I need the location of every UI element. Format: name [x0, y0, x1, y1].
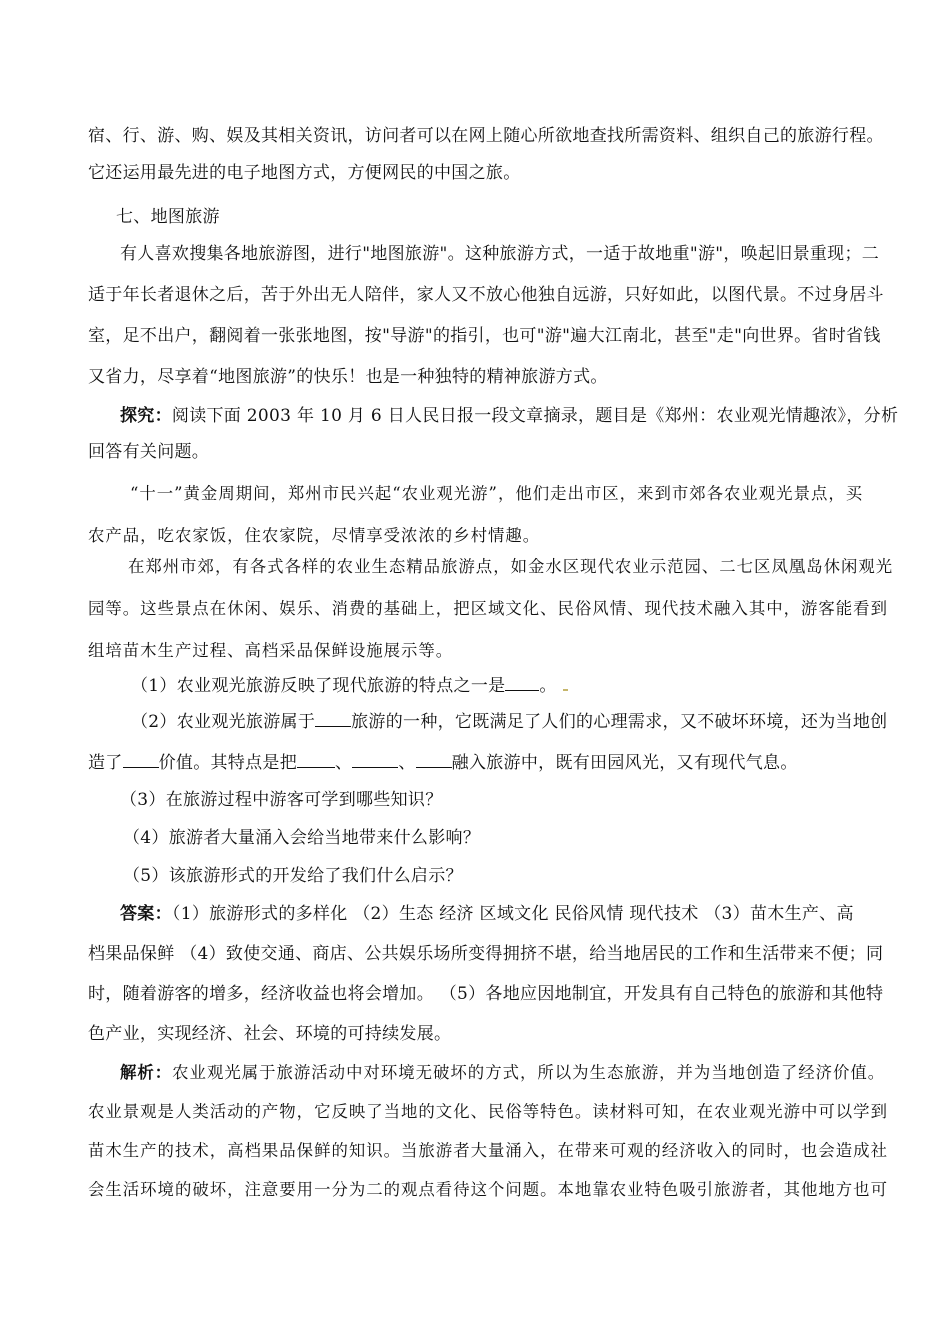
- excerpt-line: “十一”黄金周期间，郑州市民兴起“农业观光游”，他们走出市区，来到市郊各农业观光景点，买: [130, 484, 864, 503]
- answer-blank: [315, 711, 351, 727]
- analysis-label: 解析：: [120, 1063, 173, 1082]
- answer-label: 答案：: [120, 904, 172, 924]
- excerpt-paragraph-1: [88, 475, 864, 555]
- question-4: （4）旅游者大量涌入会给当地带来什么影响？: [123, 828, 481, 848]
- question-5: （5）该旅游形式的开发给了我们什么启示？: [123, 866, 463, 886]
- answer-paragraph: [88, 896, 884, 1052]
- intro-line: 它还运用最先进的电子地图方式，方便网民的中国之旅。: [88, 163, 521, 183]
- answer-blank: [352, 752, 398, 768]
- intro-line: 宿、行、游、购、娱及其相关资讯，访问者可以在网上随心所欲地查找所需资料、组织自己的旅游行程。: [88, 126, 884, 146]
- analysis-line: 农业景观是人类活动的产物，它反映了当地的文化、民俗等特色。读材料可知，在农业观光游中可以学到: [88, 1102, 888, 1121]
- answer-text: （1）旅游形式的多样化 （2）生态 经济 区域文化 民俗风情 现代技术 （3）苗木生产、高: [171, 904, 854, 924]
- excerpt-line: 农产品，吃农家饭，住农家院，尽情享受浓浓的乡村情趣。: [88, 526, 541, 545]
- map-tour-paragraph: [88, 236, 884, 395]
- explore-paragraph: [88, 398, 899, 470]
- intro-paragraph: [88, 118, 884, 191]
- answer-blank: [297, 752, 335, 768]
- excerpt-paragraph-2: [88, 548, 894, 670]
- map-line: 室，足不出户，翻阅着一张张地图，按"导游"的指引，也可"游"遍大江南北，甚至"走"向世界。省时省钱: [88, 326, 881, 346]
- answer-line: 色产业，实现经济、社会、环境的可持续发展。: [88, 1024, 452, 1044]
- answer-blank: [505, 675, 539, 691]
- explore-label: 探究：: [120, 406, 172, 426]
- explore-line: 回答有关问题。: [88, 442, 210, 462]
- question-2: （2）农业观光旅游属于 旅游的一种，它既满足了人们的心理需求，又不破坏环境，还为当地创 造了 价值。其特点是把 、 、 融入旅游中，既有田园风光，又有现代气息。: [88, 712, 888, 773]
- answer-blank: [416, 752, 452, 768]
- analysis-text: 农业观光属于旅游活动中对环境无破坏的方式，所以为生态旅游，并为当地创造了经济价值。: [172, 1063, 886, 1082]
- edit-mark: [563, 689, 568, 691]
- analysis-line: 会生活环境的破坏，注意要用一分为二的观点看待这个问题。本地靠农业特色吸引旅游者，其他地方也可: [88, 1180, 888, 1199]
- analysis-line: 苗木生产的技术，高档果品保鲜的知识。当旅游者大量涌入，在带来可观的经济收入的同时，也会造成社: [88, 1141, 888, 1160]
- question-3: （3）在旅游过程中游客可学到哪些知识？: [120, 790, 443, 810]
- question-1: （1）农业观光旅游反映了现代旅游的特点之一是 。: [131, 668, 907, 704]
- map-line: 有人喜欢搜集各地旅游图，进行"地图旅游"。这种旅游方式，一适于故地重"游"，唤起旧景重现；二: [120, 244, 880, 264]
- explore-text: 阅读下面 2003 年 10 月 6 日人民日报一段文章摘录，题目是《郑州：农业观光情趣浓》，分析: [171, 406, 899, 426]
- excerpt-line: 园等。这些景点在休闲、娱乐、消费的基础上，把区域文化、民俗风情、现代技术融入其中，游客能看到: [88, 599, 888, 618]
- section-heading-seven: 七、地图旅游: [116, 207, 220, 227]
- map-line: 又省力，尽享着“地图旅游”的快乐！也是一种独特的精神旅游方式。: [88, 367, 608, 387]
- map-line: 适于年长者退休之后，苦于外出无人陪伴，家人又不放心他独自远游，只好如此，以图代景。不过身居斗: [88, 285, 884, 305]
- answer-line: 时，随着游客的增多，经济收益也将会增加。 （5）各地应因地制宜，开发具有自己特色的旅游和其他特: [88, 984, 884, 1004]
- answer-line: 档果品保鲜 （4）致使交通、商店、公共娱乐场所变得拥挤不堪，给当地居民的工作和生活带来不便；同: [88, 944, 884, 964]
- excerpt-line: 组培苗木生产过程、高档采品保鲜设施展示等。: [88, 641, 454, 660]
- answer-blank: [123, 752, 159, 768]
- analysis-paragraph: [88, 1054, 888, 1209]
- excerpt-line: 在郑州市郊，有各式各样的农业生态精品旅游点，如金水区现代农业示范园、二七区凤凰岛休闲观光: [128, 557, 894, 576]
